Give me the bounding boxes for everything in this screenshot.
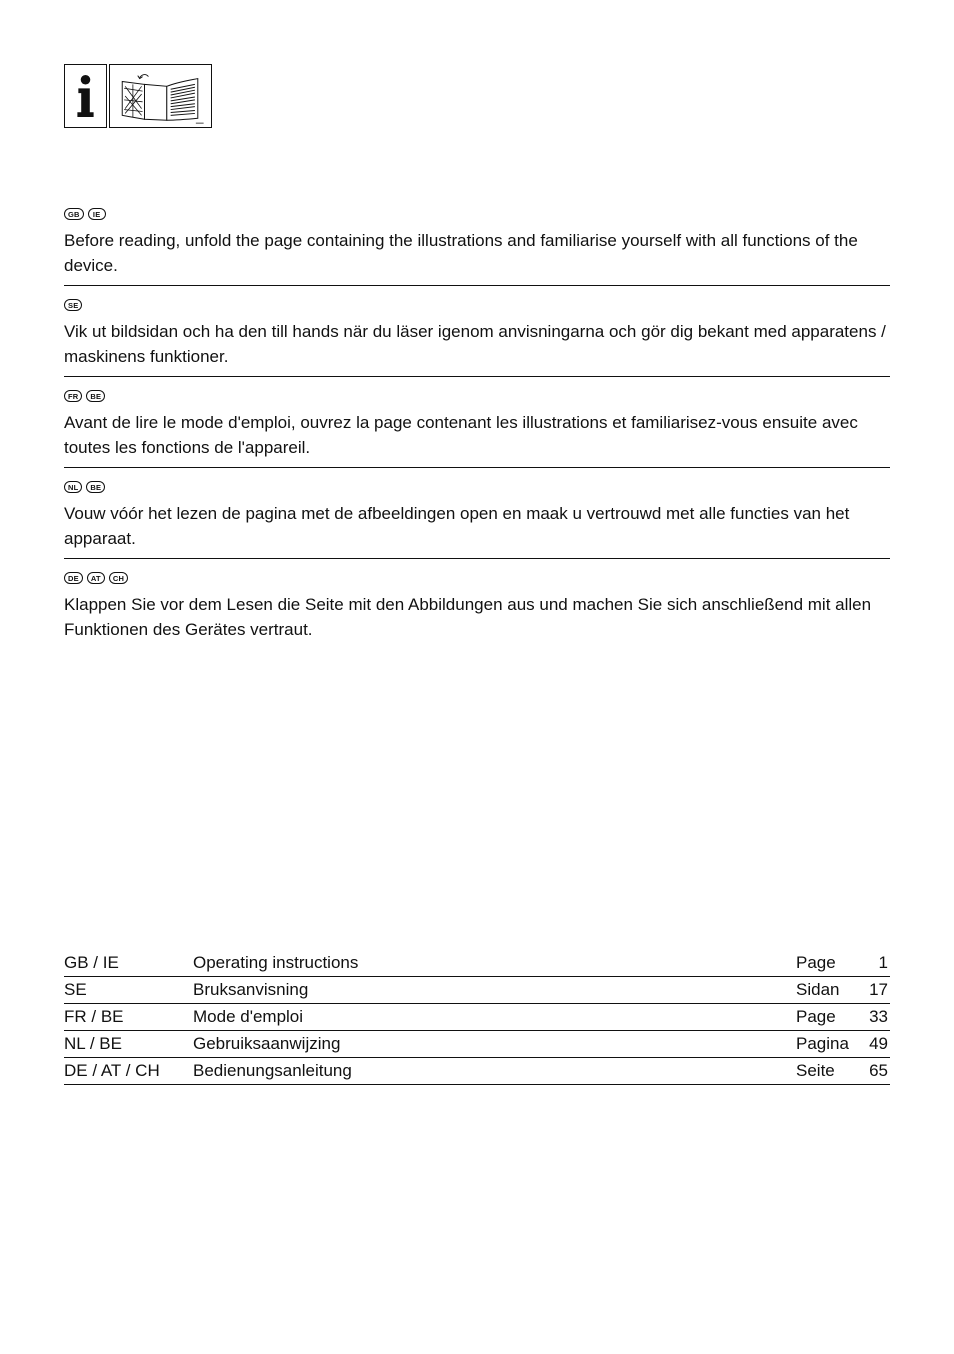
toc-title: Operating instructions bbox=[193, 953, 359, 972]
toc-row[interactable] bbox=[64, 977, 890, 1004]
country-badge-be: BE bbox=[86, 481, 105, 493]
toc-country-code: FR / BE bbox=[64, 1007, 124, 1026]
country-flags bbox=[64, 205, 890, 223]
toc-page-label: Pagina bbox=[796, 1034, 849, 1053]
country-badge-fr: FR bbox=[64, 390, 82, 402]
divider bbox=[64, 558, 890, 559]
toc-page-label: Page bbox=[796, 953, 836, 972]
toc-row[interactable] bbox=[64, 1058, 890, 1085]
toc-page-number: 17 bbox=[869, 980, 888, 999]
divider bbox=[64, 467, 890, 468]
country-badge-se: SE bbox=[64, 299, 82, 311]
unfold-page-icon bbox=[109, 64, 212, 128]
country-badge-be: BE bbox=[86, 390, 105, 402]
toc-title: Bruksanvisning bbox=[193, 980, 309, 999]
language-section-fr-be bbox=[64, 387, 890, 460]
toc-title: Gebruiksaanwijzing bbox=[193, 1034, 341, 1053]
divider bbox=[64, 376, 890, 377]
section-text: Vik ut bildsidan och ha den till hands när du läser igenom anvisningarna och gör dig bekant med apparatens / maskinens funktioner. bbox=[64, 322, 886, 366]
info-i-icon bbox=[64, 64, 107, 128]
section-text: Klappen Sie vor dem Lesen die Seite mit den Abbildungen aus und machen Sie sich anschließend mit allen Funktionen des Gerätes vertraut. bbox=[64, 595, 872, 639]
language-section-nl-be bbox=[64, 478, 890, 551]
country-badge-nl: NL bbox=[64, 481, 82, 493]
toc-page-label: Sidan bbox=[796, 980, 840, 999]
section-text: Vouw vóór het lezen de pagina met de afbeeldingen open en maak u vertrouwd met alle functies van het apparaat. bbox=[64, 504, 850, 548]
country-badge-gb: GB bbox=[64, 208, 84, 220]
toc-page-number: 49 bbox=[869, 1034, 888, 1053]
toc-country-code: GB / IE bbox=[64, 953, 119, 972]
toc-row[interactable] bbox=[64, 1004, 890, 1031]
country-badge-de: DE bbox=[64, 572, 83, 584]
toc-page-number: 1 bbox=[878, 953, 888, 972]
country-flags bbox=[64, 478, 890, 496]
country-badge-ie: IE bbox=[88, 208, 106, 220]
country-flags bbox=[64, 569, 890, 587]
toc-country-code: DE / AT / CH bbox=[64, 1061, 160, 1080]
divider bbox=[64, 285, 890, 286]
language-section-gb-ie bbox=[64, 205, 890, 278]
toc-page-number: 33 bbox=[869, 1007, 888, 1026]
toc-title: Mode d'emploi bbox=[193, 1007, 304, 1026]
section-text: Before reading, unfold the page containing the illustrations and familiarise yourself with all functions of the device. bbox=[64, 231, 858, 275]
country-flags bbox=[64, 296, 890, 314]
toc-country-code: NL / BE bbox=[64, 1034, 122, 1053]
section-text: Avant de lire le mode d'emploi, ouvrez la page contenant les illustrations et familiarisez-vous ensuite avec toutes les fonctions de l'appareil. bbox=[64, 413, 858, 457]
toc-row[interactable] bbox=[64, 1031, 890, 1058]
country-badge-at: AT bbox=[87, 572, 105, 584]
table-of-contents bbox=[64, 950, 890, 1085]
language-section-se bbox=[64, 296, 890, 369]
country-badge-ch: CH bbox=[109, 572, 128, 584]
country-flags bbox=[64, 387, 890, 405]
toc-row[interactable] bbox=[64, 950, 890, 977]
toc-country-code: SE bbox=[64, 980, 87, 999]
toc-title: Bedienungsanleitung bbox=[193, 1061, 352, 1080]
language-section-de-at-ch bbox=[64, 569, 890, 642]
toc-page-label: Seite bbox=[796, 1061, 835, 1080]
toc-page-label: Page bbox=[796, 1007, 836, 1026]
toc-page-number: 65 bbox=[869, 1061, 888, 1080]
